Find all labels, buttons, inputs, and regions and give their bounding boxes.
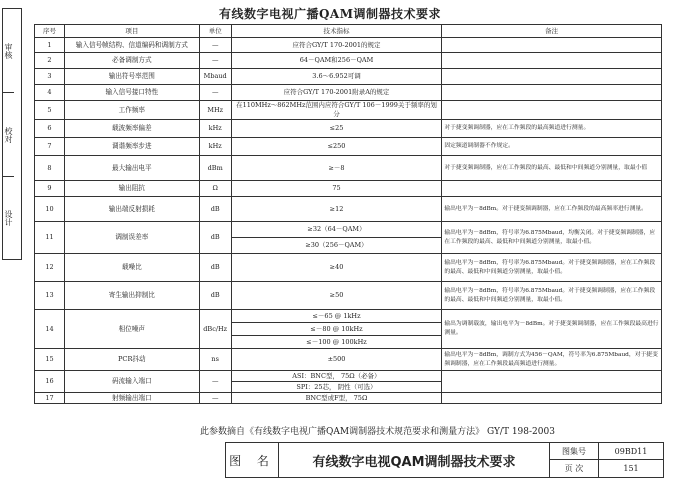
row-no: 10	[35, 197, 65, 222]
row-unit: dB	[199, 254, 231, 282]
row-spec: ASI：BNC型， 75Ω（必备）	[231, 371, 442, 382]
row-spec: ±500	[231, 349, 442, 371]
table-row	[35, 349, 662, 371]
row-item: 最大输出电平	[64, 156, 199, 181]
header-unit: 单位	[199, 25, 231, 38]
row-unit: —	[199, 393, 231, 404]
page-number-label: 页 次	[550, 460, 599, 477]
row-remark	[442, 181, 662, 197]
row-no: 13	[35, 282, 65, 310]
row-item: 寄生输出抑制比	[64, 282, 199, 310]
row-unit: kHz	[199, 138, 231, 156]
row-no: 4	[35, 85, 65, 101]
row-no: 16	[35, 371, 65, 393]
row-spec: 75	[231, 181, 442, 197]
row-remark: 输出电平为－8dBm，符号率为6.875Mbaud。对于捷变频调制器，应在工作频段的最高、最低和中间频道分别测量，取最小值。	[442, 254, 662, 282]
row-spec: ≤－80 @ 10kHz	[231, 323, 442, 336]
row-no: 11	[35, 222, 65, 254]
header-item: 项目	[64, 25, 199, 38]
row-spec: 在110MHz～862MHz范围内应符合GY/T 106－1999关于频率的划分	[231, 101, 442, 120]
atlas-number: 09BD11	[599, 443, 663, 460]
row-spec: BNC型或F型， 75Ω	[231, 393, 442, 404]
row-item: 载波频率偏差	[64, 120, 199, 138]
row-unit: MHz	[199, 101, 231, 120]
table-row	[35, 101, 662, 120]
row-item: 输出符号率范围	[64, 69, 199, 85]
row-remark: 输出电平为－8dBm，符号率为6.875Mbaud，均衡关闭。对于捷变频调制器，应在工作频段的最高、最低和中间频道分别测量，取最小值。	[442, 222, 662, 254]
table-row	[35, 310, 662, 323]
row-unit: dB	[199, 222, 231, 254]
table-row	[35, 222, 662, 238]
row-unit: —	[199, 85, 231, 101]
spec-table	[34, 24, 662, 404]
row-remark: 输出电平为－8dBm，调制方式为456－QAM，符号率为6.875Mbaud，对于捷变频调制器，应在工作频段最高频道进行测量。	[442, 349, 662, 371]
table-row	[35, 282, 662, 310]
row-unit: dBm	[199, 156, 231, 181]
row-no: 6	[35, 120, 65, 138]
row-item: 输出端反射损耗	[64, 197, 199, 222]
row-item: PCR抖动	[64, 349, 199, 371]
row-spec: ≥50	[231, 282, 442, 310]
header-no: 序号	[35, 25, 65, 38]
row-remark: 固定频道调制器不作规定。	[442, 138, 662, 156]
row-remark: 输出为调制载波，输出电平为－8dBm。对于捷变频调制器，应在工作频段最高进行测量。	[442, 310, 662, 349]
row-item: 载噪比	[64, 254, 199, 282]
title-block-title: 有线数字电视QAM调制器技术要求	[279, 443, 550, 477]
atlas-number-label: 图集号	[550, 443, 599, 460]
row-no: 12	[35, 254, 65, 282]
row-spec: ≤250	[231, 138, 442, 156]
table-header	[35, 25, 662, 38]
row-remark	[442, 38, 662, 53]
row-remark	[442, 101, 662, 120]
row-spec: ≥32（64－QAM）	[231, 222, 442, 238]
table-row	[35, 138, 662, 156]
title-block	[225, 442, 664, 478]
row-spec: 应符合GY/T 170-2001的规定	[231, 38, 442, 53]
row-unit: ns	[199, 349, 231, 371]
table-row	[35, 53, 662, 69]
row-no: 2	[35, 53, 65, 69]
row-spec: 应符合GY/T 170-2001附录A的规定	[231, 85, 442, 101]
row-no: 3	[35, 69, 65, 85]
row-item: 工作频率	[64, 101, 199, 120]
row-item: 必备调制方式	[64, 53, 199, 69]
header-remark: 备注	[442, 25, 662, 38]
row-remark	[442, 85, 662, 101]
row-no: 15	[35, 349, 65, 371]
table-row	[35, 393, 662, 404]
row-spec: 3.6～6.952可调	[231, 69, 442, 85]
table-row	[35, 120, 662, 138]
sidebar-review: 审核	[3, 9, 14, 93]
row-spec: ≥30（256－QAM）	[231, 238, 442, 254]
row-item: 射频输出端口	[64, 393, 199, 404]
page-title: 有线数字电视广播QAM调制器技术要求	[218, 7, 442, 21]
row-spec: ≥40	[231, 254, 442, 282]
row-no: 7	[35, 138, 65, 156]
row-spec: ≥－8	[231, 156, 442, 181]
row-item: 输出阻抗	[64, 181, 199, 197]
row-remark	[442, 371, 662, 393]
row-item: 调谐频率步进	[64, 138, 199, 156]
row-remark: 对于捷变频调制器，应在工作频段的最高、最低和中间频道分别测量，取最小值	[442, 156, 662, 181]
row-unit: —	[199, 53, 231, 69]
row-no: 1	[35, 38, 65, 53]
table-row	[35, 69, 662, 85]
page-number: 151	[623, 464, 639, 473]
row-item: 相位噪声	[64, 310, 199, 349]
table-row	[35, 38, 662, 53]
row-remark: 对于捷变频调制器，应在工作频段的最高频道进行测量。	[442, 120, 662, 138]
row-spec: ≤25	[231, 120, 442, 138]
source-note: 此参数摘自《有线数字电视广播QAM调制器技术规范要求和测量方法》 GY/T 198-2003	[200, 427, 555, 437]
row-no: 9	[35, 181, 65, 197]
row-spec: ≤－100 @ 100kHz	[231, 336, 442, 349]
title-block-label: 图 名	[226, 443, 279, 477]
row-spec: 64－QAM和256－QAM	[231, 53, 442, 69]
row-no: 14	[35, 310, 65, 349]
table-row	[35, 371, 662, 382]
sidebar-design: 设计	[4, 210, 13, 226]
table-row	[35, 181, 662, 197]
header-spec: 技术指标	[231, 25, 442, 38]
row-no: 5	[35, 101, 65, 120]
table-row	[35, 156, 662, 181]
row-unit: Ω	[199, 181, 231, 197]
row-unit: kHz	[199, 120, 231, 138]
row-remark: 输出电平为－8dBm。对于捷变频调制器，应在工作频段的最高频率进行测量。	[442, 197, 662, 222]
row-unit: dB	[199, 282, 231, 310]
row-remark: 输出电平为－8dBm，符号率为6.875Mbaud。对于捷变频调制器，应在工作频段的最高、最低和中间频道分别测量，取最小值。	[442, 282, 662, 310]
row-unit: —	[199, 371, 231, 393]
table-row	[35, 254, 662, 282]
row-spec: ≤－65 @ 1kHz	[231, 310, 442, 323]
row-item: 输入信号接口特性	[64, 85, 199, 101]
row-item: 调制误差率	[64, 222, 199, 254]
sidebar-proofread: 校对	[3, 93, 14, 177]
row-remark	[442, 53, 662, 69]
row-item: 码流输入端口	[64, 371, 199, 393]
row-no: 8	[35, 156, 65, 181]
row-spec: SPI：25芯， 阴性（可选）	[231, 382, 442, 393]
row-unit: dB	[199, 197, 231, 222]
row-no: 17	[35, 393, 65, 404]
row-item: 输入信号帧结构、信道编码和调制方式	[64, 38, 199, 53]
row-unit: —	[199, 38, 231, 53]
table-row	[35, 85, 662, 101]
signature-sidebar	[2, 8, 22, 260]
row-unit: Mbaud	[199, 69, 231, 85]
row-remark	[442, 69, 662, 85]
table-row	[35, 197, 662, 222]
row-spec: ≥12	[231, 197, 442, 222]
row-remark	[442, 393, 662, 404]
row-unit: dBc/Hz	[199, 310, 231, 349]
